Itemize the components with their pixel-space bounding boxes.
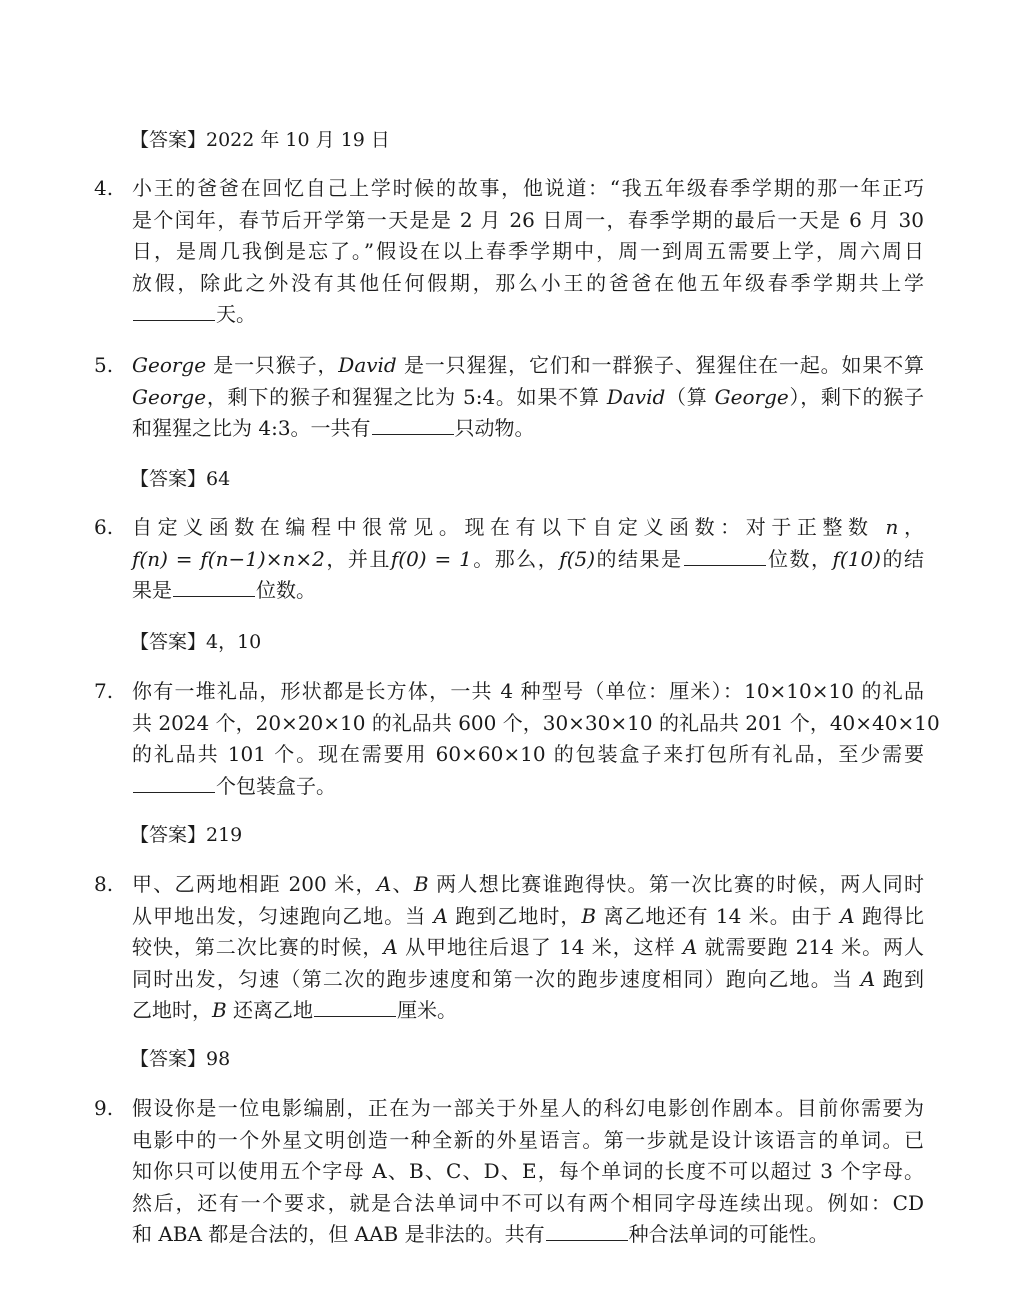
answer-blank[interactable] bbox=[314, 996, 396, 1017]
question-number: 4. bbox=[94, 176, 114, 200]
text-line: George，剩下的猴子和猩猩之比为 5:4。如果不算 David（算 George），剩下的猴子 bbox=[132, 384, 924, 409]
answer-q5: 【答案】64 bbox=[130, 468, 231, 490]
answer-blank[interactable] bbox=[546, 1220, 628, 1241]
text-line: 电影中的一个外星文明创造一种全新的外星语言。第一步就是设计该语言的单词。已 bbox=[132, 1127, 924, 1152]
answer-q7: 【答案】219 bbox=[130, 824, 243, 846]
text-line: 天。 bbox=[132, 299, 924, 331]
text-line: 从甲地出发，匀速跑向乙地。当 A 跑到乙地时，B 离乙地还有 14 米。由于 A 跑得比 bbox=[132, 903, 925, 928]
text-line: 个包装盒子。 bbox=[132, 771, 924, 803]
question-number: 8. bbox=[94, 872, 114, 896]
answer-blank[interactable] bbox=[372, 414, 454, 435]
answer-blank[interactable] bbox=[173, 576, 255, 597]
question-9 bbox=[94, 1093, 924, 1251]
text-line: 和 ABA 都是合法的，但 AAB 是非法的。共有 种合法单词的可能性。 bbox=[132, 1222, 829, 1246]
question-5 bbox=[94, 350, 924, 445]
answer-q8: 【答案】98 bbox=[130, 1048, 231, 1070]
answer-q6: 【答案】4，10 bbox=[130, 631, 262, 653]
text-line: 你有一堆礼品，形状都是长方体，一共 4 种型号（单位：厘米）：10×10×10 的礼品 bbox=[132, 679, 924, 703]
text-line: 共 2024 个，20×20×10 的礼品共 600 个，30×30×10 的礼品共 201 个，40×40×10 bbox=[132, 710, 940, 735]
text-line: 较快，第二次比赛的时候，A 从甲地往后退了 14 米，这样 A 就需要跑 214 米。两人 bbox=[132, 935, 925, 959]
formula: f(0) = 1 bbox=[390, 546, 472, 571]
text-line: 自定义函数在编程中很常见。现在有以下自定义函数：对于正整数 n， bbox=[132, 515, 925, 539]
text-line: 乙地时，B 还离乙地 厘米。 bbox=[132, 998, 458, 1022]
answer-q3: 【答案】2022 年 10 月 19 日 bbox=[130, 129, 390, 151]
question-number: 5. bbox=[94, 353, 114, 377]
question-number: 6. bbox=[94, 515, 114, 539]
text-line: 甲、乙两地相距 200 米，A、B 两人想比赛谁跑得快。第一次比赛的时候，两人同时 bbox=[132, 872, 925, 896]
question-number: 7. bbox=[94, 679, 114, 703]
question-7 bbox=[94, 676, 940, 802]
question-6 bbox=[94, 512, 924, 607]
text-line: 然后，还有一个要求，就是合法单词中不可以有两个相同字母连续出现。例如：CD bbox=[132, 1190, 924, 1215]
question-8 bbox=[94, 869, 924, 1027]
text-line: 果是 位数。 bbox=[132, 578, 316, 602]
text-line: 日，是周几我倒是忘了。”假设在以上春季学期中，周一到周五需要上学，周六周日 bbox=[132, 239, 924, 263]
text-line: 小王的爸爸在回忆自己上学时候的故事，他说道：“我五年级春季学期的那一年正巧 bbox=[132, 176, 924, 200]
answer-blank[interactable] bbox=[133, 772, 215, 793]
text-line: 假设你是一位电影编剧，正在为一部关于外星人的科幻电影创作剧本。目前你需要为 bbox=[132, 1096, 924, 1120]
text-line: 和猩猩之比为 4:3。一共有 只动物。 bbox=[132, 416, 535, 440]
text-line: 的礼品共 101 个。现在需要用 60×60×10 的包装盒子来打包所有礼品，至少需要 bbox=[132, 742, 924, 766]
question-4 bbox=[94, 173, 924, 331]
text-line: f(n) = f(n−1)×n×2，并且f(0) = 1。那么，f(5)的结果是 位数，f(10)的结 bbox=[132, 546, 924, 571]
question-number: 9. bbox=[94, 1096, 114, 1120]
formula: f(n) = f(n−1)×n×2 bbox=[132, 546, 325, 571]
text-line: 同时出发，匀速（第二次的跑步速度和第一次的跑步速度相同）跑向乙地。当 A 跑到 bbox=[132, 966, 924, 991]
text-line: 是个闰年，春节后开学第一天是是 2 月 26 日周一，春季学期的最后一天是 6 月 30 bbox=[132, 207, 924, 232]
answer-blank[interactable] bbox=[133, 300, 215, 321]
answer-blank[interactable] bbox=[684, 545, 766, 566]
text-line: George 是一只猴子，David 是一只猩猩，它们和一群猴子、猩猩住在一起。如果不算 bbox=[132, 353, 925, 377]
text-line: 知你只可以使用五个字母 A、B、C、D、E，每个单词的长度不可以超过 3 个字母。 bbox=[132, 1159, 924, 1183]
text-line: 放假，除此之外没有其他任何假期，那么小王的爸爸在他五年级春季学期共上学 bbox=[132, 270, 924, 295]
